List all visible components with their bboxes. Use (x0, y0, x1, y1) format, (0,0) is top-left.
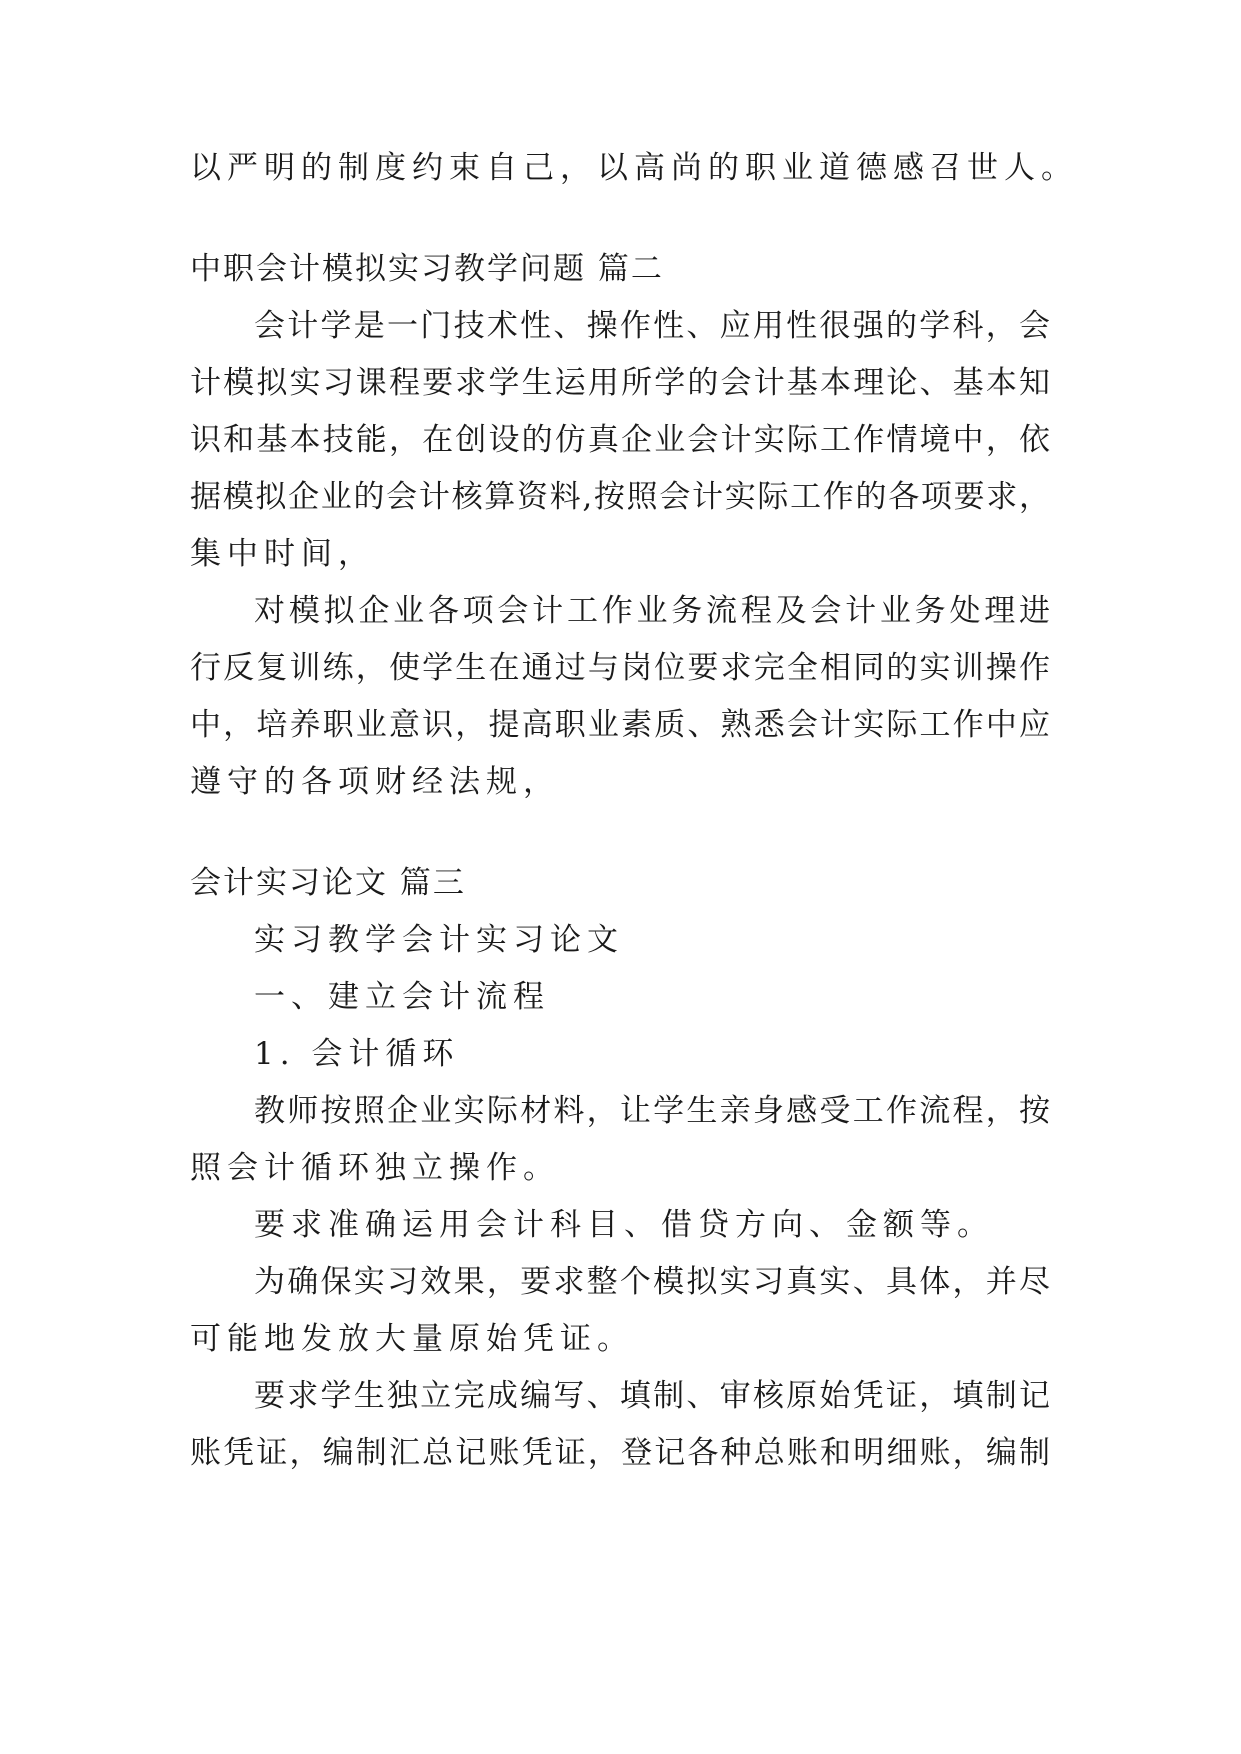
body-text-line: 识和基本技能，在创设的仿真企业会计实际工作情境中，依 (190, 422, 1050, 458)
body-text-line: 要求准确运用会计科目、借贷方向、金额等。 (254, 1207, 994, 1243)
body-text-line: 一、建立会计流程 (254, 979, 550, 1015)
body-text-line: 对模拟企业各项会计工作业务流程及会计业务处理进 (254, 593, 1050, 629)
body-text-line: 以严明的制度约束自己，以高尚的职业道德感召世人。 (190, 150, 1078, 186)
body-text-line: 计模拟实习课程要求学生运用所学的会计基本理论、基本知 (190, 365, 1050, 401)
body-text-line: 照会计循环独立操作。 (190, 1150, 560, 1186)
body-text-line: 可能地发放大量原始凭证。 (190, 1321, 634, 1357)
section-heading: 中职会计模拟实习教学问题 篇二 (190, 251, 664, 287)
body-text-line: 1. 会计循环 (254, 1036, 460, 1072)
body-text-line: 会计学是一门技术性、操作性、应用性很强的学科，会 (254, 308, 1050, 344)
body-text-line: 为确保实习效果，要求整个模拟实习真实、具体，并尽 (254, 1264, 1050, 1300)
body-text-line: 行反复训练，使学生在通过与岗位要求完全相同的实训操作 (190, 650, 1050, 686)
body-text-line: 集中时间， (190, 536, 375, 572)
body-text-line: 中，培养职业意识，提高职业素质、熟悉会计实际工作中应 (190, 707, 1050, 743)
body-text-line: 据模拟企业的会计核算资料,按照会计实际工作的各项要求， (190, 479, 1050, 515)
body-text-line: 遵守的各项财经法规， (190, 764, 560, 800)
section-heading: 会计实习论文 篇三 (190, 865, 466, 901)
body-text-line: 账凭证，编制汇总记账凭证，登记各种总账和明细账，编制 (190, 1435, 1050, 1471)
body-text-line: 实习教学会计实习论文 (254, 922, 624, 958)
body-text-line: 要求学生独立完成编写、填制、审核原始凭证，填制记 (254, 1378, 1050, 1414)
body-text-line: 教师按照企业实际材料，让学生亲身感受工作流程，按 (254, 1093, 1050, 1129)
